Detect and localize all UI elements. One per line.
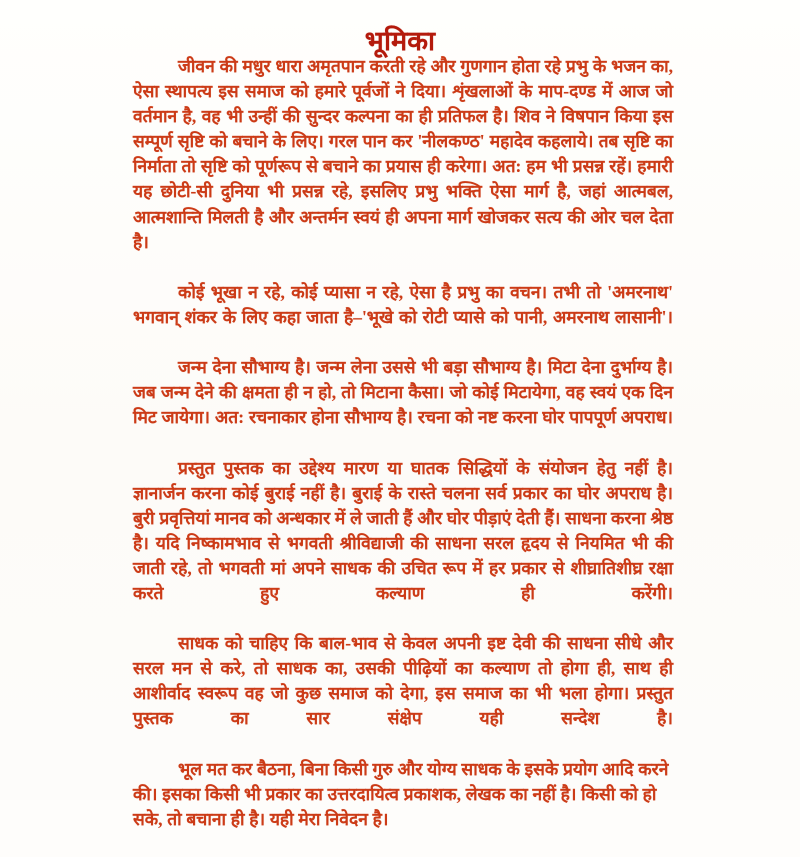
paragraph-3: जन्म देना सौभाग्य है। जन्म लेना उससे भी बड़ा सौभाग्य है। मिटा देना दुर्भाग्य है। जब जन्म देने की क्षमता ही न हो, तो मिटाना कैसा। जो कोई मिटायेगा, वह स्वयं एक दिन मिट जायेगा। अत: रचनाकार होना सौभाग्य है। रचना को नष्ट करना घोर पापपूर्ण अपराध।	[133, 357, 673, 428]
paragraph-4: प्रस्तुत पुस्तक का उद्देश्य मारण या घातक सिद्धियों के संयोजन हेतु नहीं है। ज्ञानार्जन करना कोई बुराई नहीं है। बुराई के रास्ते चलना सर्व प्रकार का घोर अपराध है। बुरी प्रवृत्तियां मानव को अन्धकार में ले जाती हैं और घोर पीड़ाएं देती हैं। साधना करना श्रेष्ठ है। यदि निष्कामभाव से भगवती श्रीविद्याजी की साधना सरल हृदय से नियमित भी की जाती रहे, तो भगवती मां अपने साधक की उचित रूप में हर प्रकार से शीघ्रातिशीघ्र रक्षा करते हुए कल्याण ही करेंगी।	[133, 457, 673, 603]
page-title: भूमिका	[364, 26, 436, 57]
paragraph-5: साधक को चाहिए कि बाल-भाव से केवल अपनी इष्ट देवी की साधना सीधे और सरल मन से करे, तो साधक का, उसकी पीढ़ियों का कल्याण तो होगा ही, साथ ही आशीर्वाद स्वरूप वह जो कुछ समाज को देगा, इस समाज का भी भला होगा। प्रस्तुत पुस्तक का सार संक्षेप यही सन्देश है।	[133, 633, 673, 729]
body-text-column	[133, 54, 673, 857]
paragraph-1: जीवन की मधुर धारा अमृतपान करती रहे और गुणगान होता रहे प्रभु के भजन का, ऐसा स्थापत्य इस समाज को हमारे पूर्वजों ने दिया। शृंखलाओं के माप-दण्ड में आज जो वर्तमान है, वह भी उन्हीं की सुन्दर कल्पना का ही प्रतिफल है। शिव ने विषपान किया इस सम्पूर्ण सृष्टि को बचाने के लिए। गरल पान कर 'नीलकण्ठ' महादेव कहलाये। तब सृष्टि का निर्माता तो सृष्टि को पूर्णरूप से बचाने का प्रयास ही करेगा। अत: हम भी प्रसन्न रहें। हमारी यह छोटी-सी दुनिया भी प्रसन्न रहे, इसलिए प्रभु भक्ति ऐसा मार्ग है, जहां आत्मबल, आत्मशान्ति मिलती है और अन्तर्मन स्वयं ही अपना मार्ग खोजकर सत्य की ओर चल देता है।	[133, 56, 673, 252]
paragraph-2: कोई भूखा न रहे, कोई प्यासा न रहे, ऐसा है प्रभु का वचन। तभी तो 'अमरनाथ' भगवान् शंकर के लिए कहा जाता है–'भूखे को रोटी प्यासे को पानी, अमरनाथ लासानी'।	[133, 281, 673, 327]
paragraph-6: भूल मत कर बैठना, बिना किसी गुरु और योग्य साधक के इसके प्रयोग आदि करने की। इसका किसी भी प्रकार का उत्तरदायित्व प्रकाशक, लेखक का नहीं है। किसी को हो सके, तो बचाना ही है। यही मेरा निवेदन है।	[133, 758, 669, 829]
